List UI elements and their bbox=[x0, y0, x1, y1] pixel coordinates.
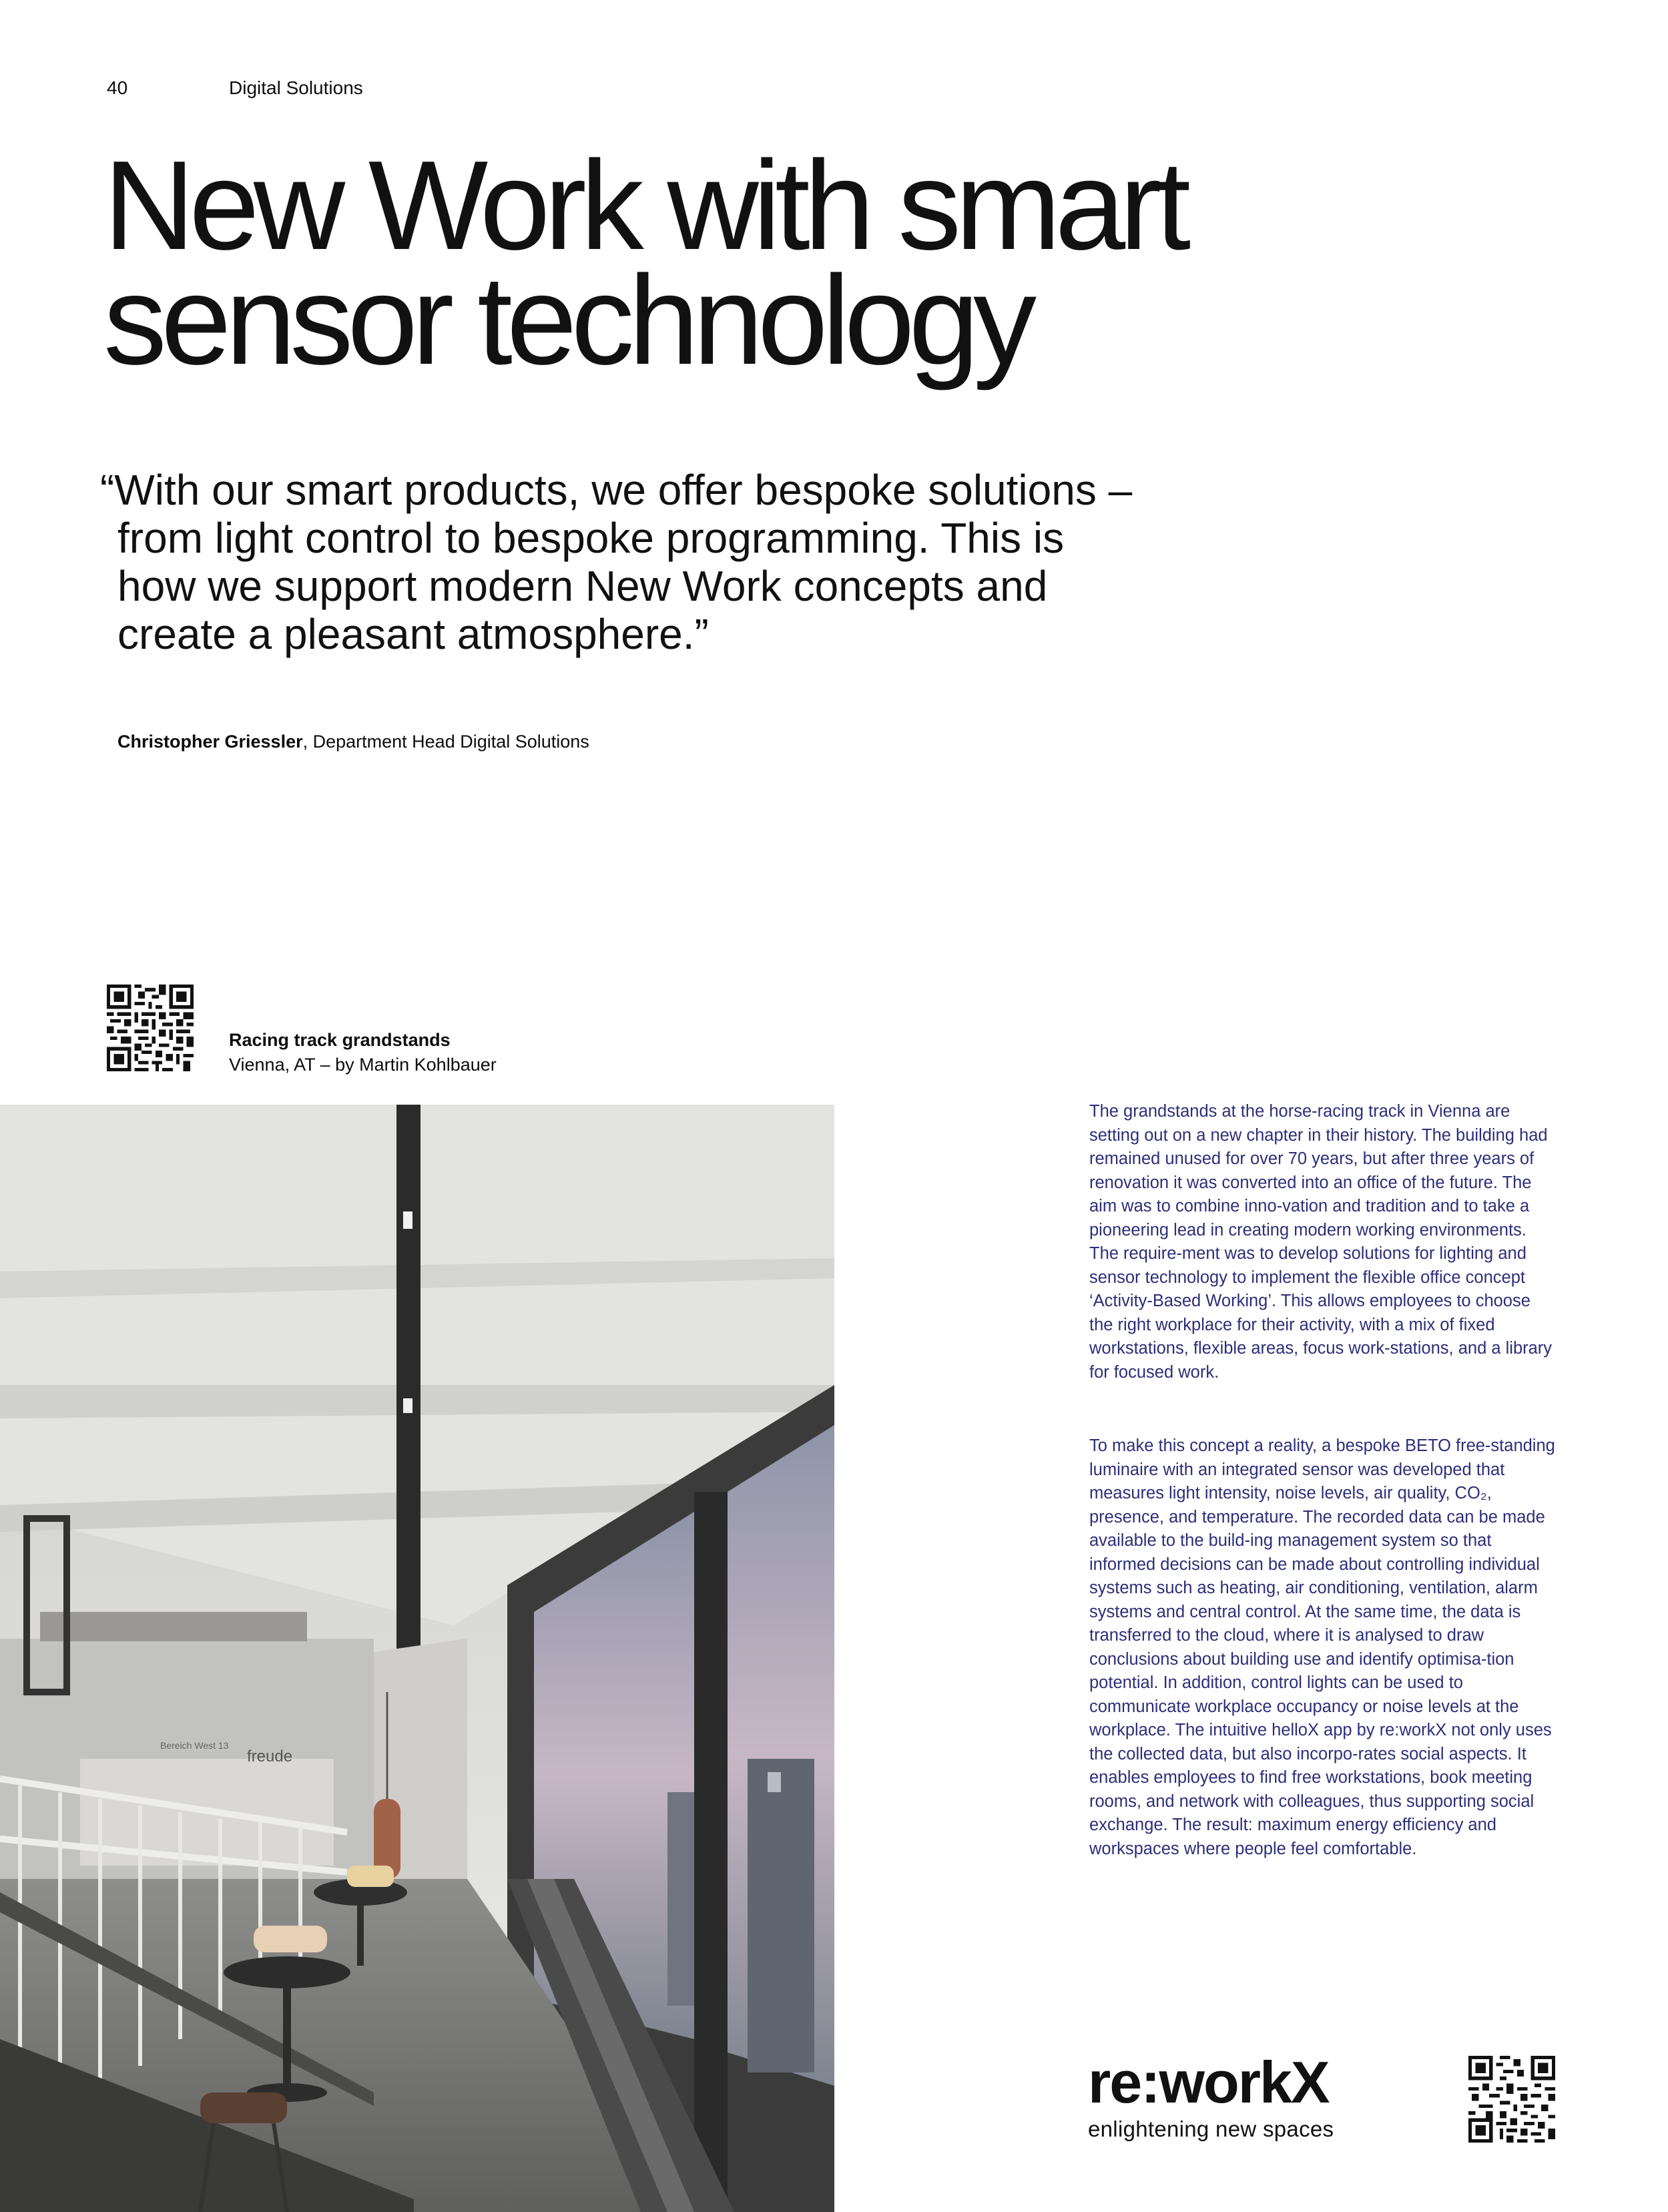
office-interior-photo bbox=[0, 1105, 834, 2212]
brand-logo bbox=[1088, 2049, 1368, 2142]
photo-signage-freude: freude bbox=[247, 1747, 293, 1765]
body-paragraph-1: The grandstands at the horse-racing track in Vienna are setting out on a new chapter in their history. The building had remained unused for over 70 years, but after three years of renovation it was converted into an office of the future. The aim was to combine inno-vation and tradition and to take a pioneering lead in creating modern working environments. The require-ment was to develop solutions for lighting and sensor technology to implement the flexible office concept ‘Activity-Based Working’. This allows employees to choose the right workplace for their activity, with a mix of fixed workstations, flexible areas, focus work-stations, and a library for focused work. bbox=[1089, 1102, 1553, 1382]
photo-signage-area: Bereich West 13 bbox=[160, 1740, 229, 1751]
project-title: Racing track grandstands bbox=[229, 1030, 451, 1050]
brand-tagline: enlightening new spaces bbox=[1088, 2117, 1334, 2141]
page-title: New Work with smart sensor technology bbox=[103, 135, 1185, 391]
brand-qr-code-icon[interactable] bbox=[1468, 2056, 1555, 2143]
author-role: , Department Head Digital Solutions bbox=[302, 732, 589, 752]
project-subtitle: Vienna, AT – by Martin Kohlbauer bbox=[229, 1055, 497, 1075]
pull-quote: “With our smart products, we offer bespoke solutions – from light control to bespoke programming. This is how we support modern New Work concepts and create a pleasant atmosphere.” bbox=[100, 466, 1133, 658]
quote-attribution bbox=[117, 732, 589, 752]
body-paragraph-2: To make this concept a reality, a bespoke BETO free-standing luminaire with an integrated sensor was developed that measures light intensity, noise levels, air quality, CO₂, presence, and temperature. The recorded data can be made available to the build-ing management system so that informed decisions can be made about controlling individual systems such as heating, air conditioning, ventilation, alarm systems and central control. At the same time, the data is transferred to the cloud, where it is analysed to draw conclusions about building use and identify optimisa-tion potential. In addition, control lights can be used to communicate workplace occupancy or noise levels at the workplace. The intuitive helloX app by re:workX not only uses the collected data, but also incorpo-rates social aspects. It enables employees to find free workstations, book meeting rooms, and network with colleagues, thus supporting social exchange. The result: maximum energy efficiency and workspaces where people feel comfortable. bbox=[1089, 1436, 1555, 1858]
brand-wordmark: re:workX bbox=[1088, 2049, 1329, 2115]
author-name: Christopher Griessler bbox=[117, 732, 303, 752]
section-label: Digital Solutions bbox=[229, 77, 363, 98]
project-qr-code-icon[interactable] bbox=[107, 985, 194, 1071]
page-number: 40 bbox=[107, 77, 128, 98]
